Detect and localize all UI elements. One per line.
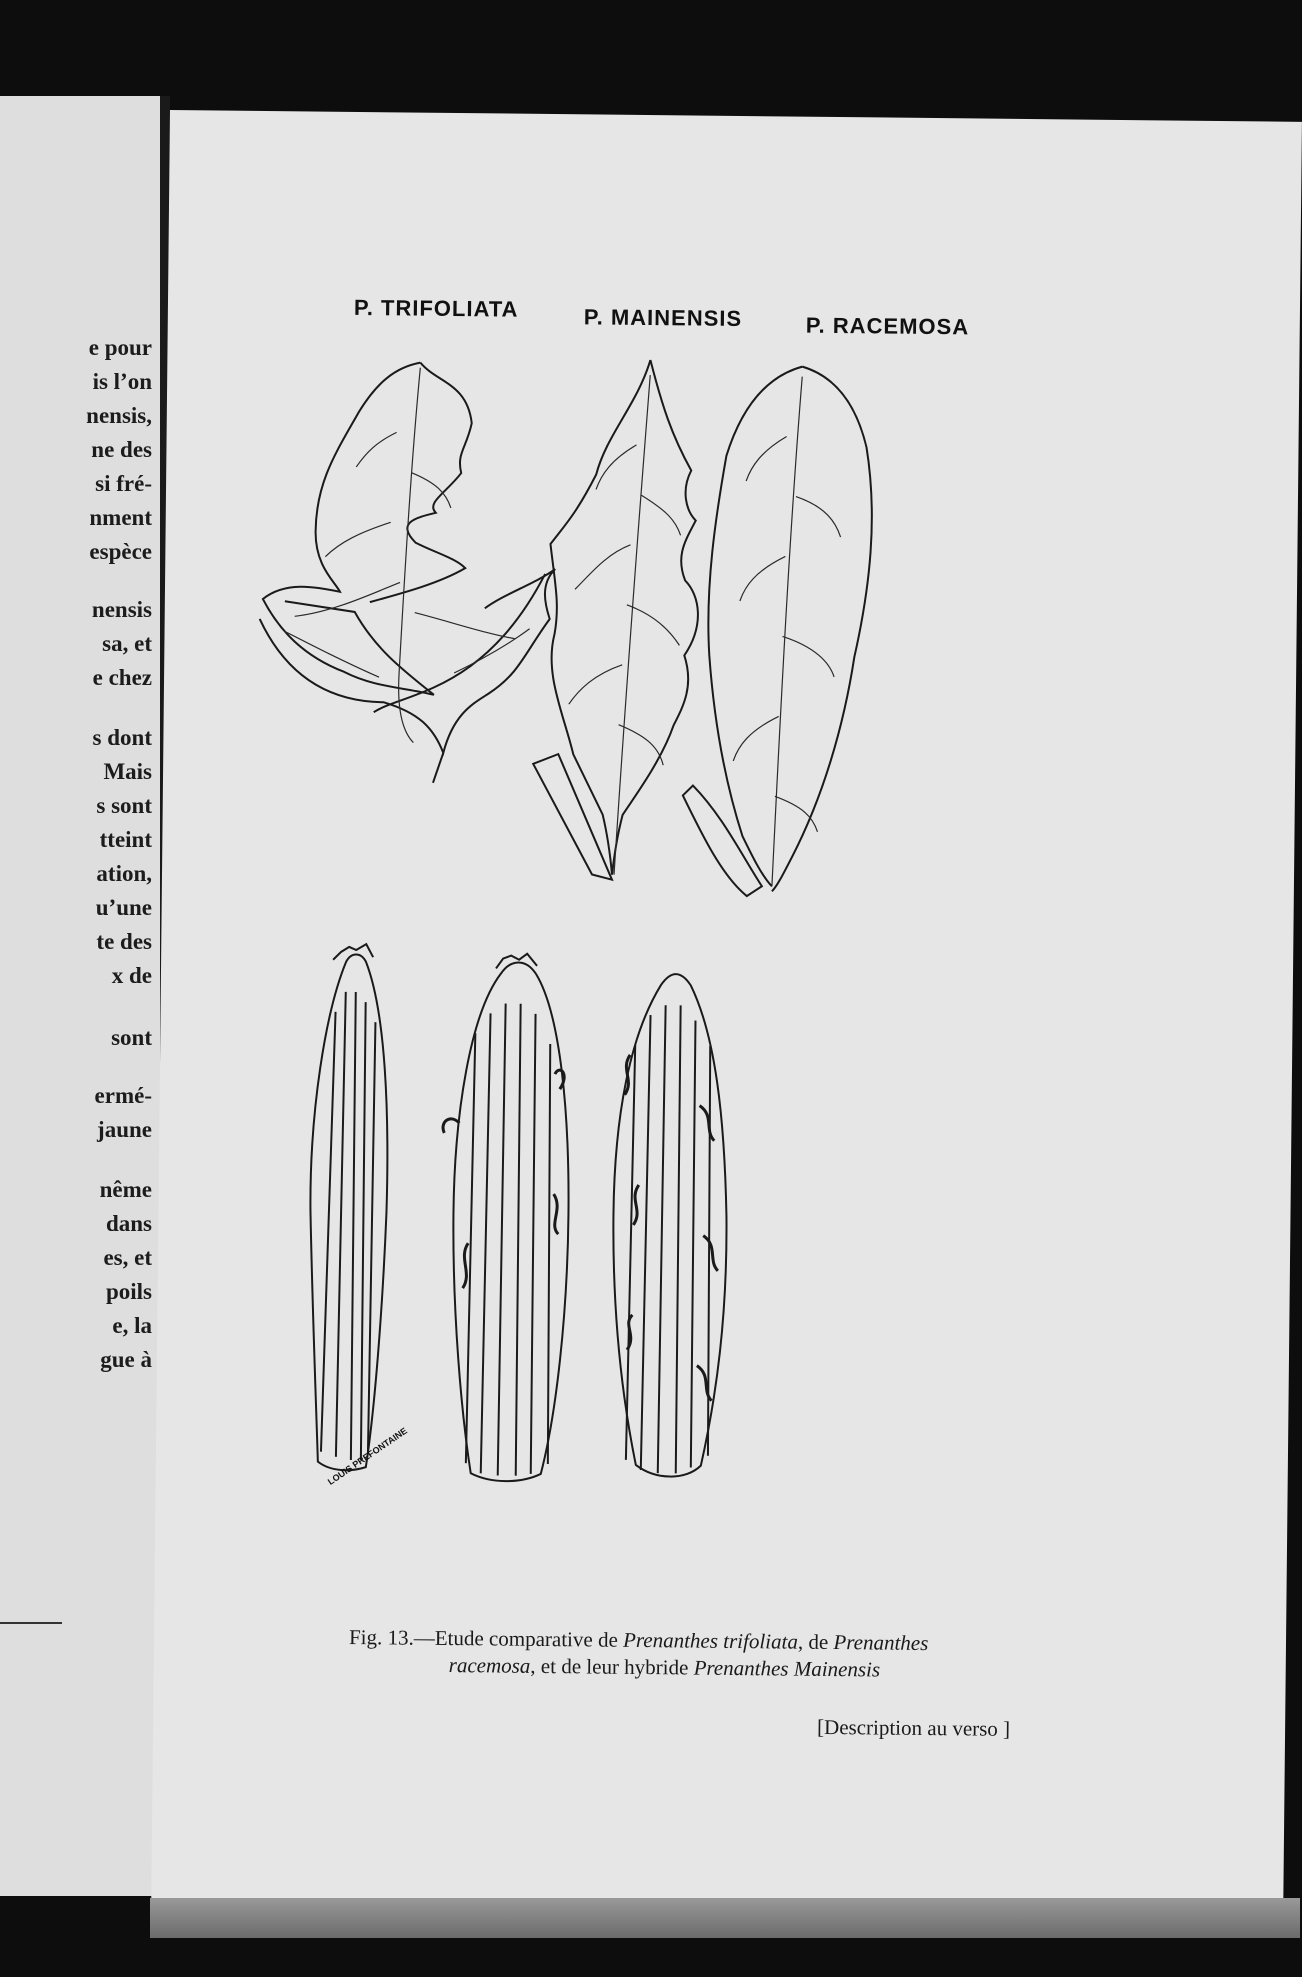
mainensis-leaf [532,359,701,881]
left-page-line: tteint [99,827,152,852]
caption-prefix: Fig. 13.—Etude comparative de [348,1624,624,1652]
left-page-line: te des [96,929,152,954]
caption-species-1: Prenanthes trifoliata [622,1627,799,1654]
left-page-line: nême [99,1177,152,1202]
label-racemosa: P. RACEMOSA [805,312,970,340]
left-page-line: e pour [88,335,152,360]
left-page-line: dans [105,1211,152,1236]
caption-mid-2: , et de leur hybride [530,1654,694,1680]
page-edge [150,1898,1300,1938]
left-page-line: nensis, [86,403,152,428]
left-page-line: ation, [96,861,152,886]
left-page-line: e, la [112,1313,152,1338]
mainensis-bract [451,953,572,1482]
left-page-line: sa, et [102,631,152,656]
left-page-rule [0,1622,62,1624]
mainensis-veins [567,374,682,875]
left-page-line: jaune [97,1117,152,1142]
racemosa-bract [611,973,730,1477]
racemosa-veins [732,376,842,887]
left-page-line: x de [111,963,152,988]
left-page-line: e chez [92,665,152,690]
left-page-line: ermé- [94,1083,152,1108]
left-page-line: s dont [92,725,152,750]
description-note: [Description au verso ] [816,1714,1011,1741]
left-page-line: is l’on [92,369,152,394]
left-page-line: si fré- [95,471,152,496]
racemosa-leaf [682,365,874,897]
caption-species-2b: racemosa [448,1653,531,1679]
caption-mid-1: , de [797,1629,834,1655]
figure-caption [349,1624,1110,1687]
trifoliata-bract [308,944,390,1471]
label-trifoliata: P. TRIFOLIATA [353,294,519,322]
left-page-line: ne des [91,437,152,462]
left-page-line: nensis [91,597,152,622]
left-page-line: s sont [96,793,152,818]
label-mainensis: P. MAINENSIS [583,304,743,332]
caption-species-3: Prenanthes Mainensis [693,1655,881,1682]
left-page-line: es, et [103,1245,152,1270]
trifoliata-leaf [258,361,557,784]
left-page-line: nment [89,505,152,530]
left-page-line: u’une [95,895,152,920]
left-page-line: Mais [103,759,152,784]
left-page-line: poils [105,1279,152,1304]
left-page-line: espèce [89,539,152,564]
left-page-line: gue à [100,1347,152,1372]
left-page-fragment [0,96,162,1896]
left-page-line: sont [111,1025,152,1050]
plate-page [151,110,1302,1912]
caption-species-2: Prenanthes [833,1630,929,1656]
artist-signature: LOUIS PREFONTAINE [325,1425,409,1487]
